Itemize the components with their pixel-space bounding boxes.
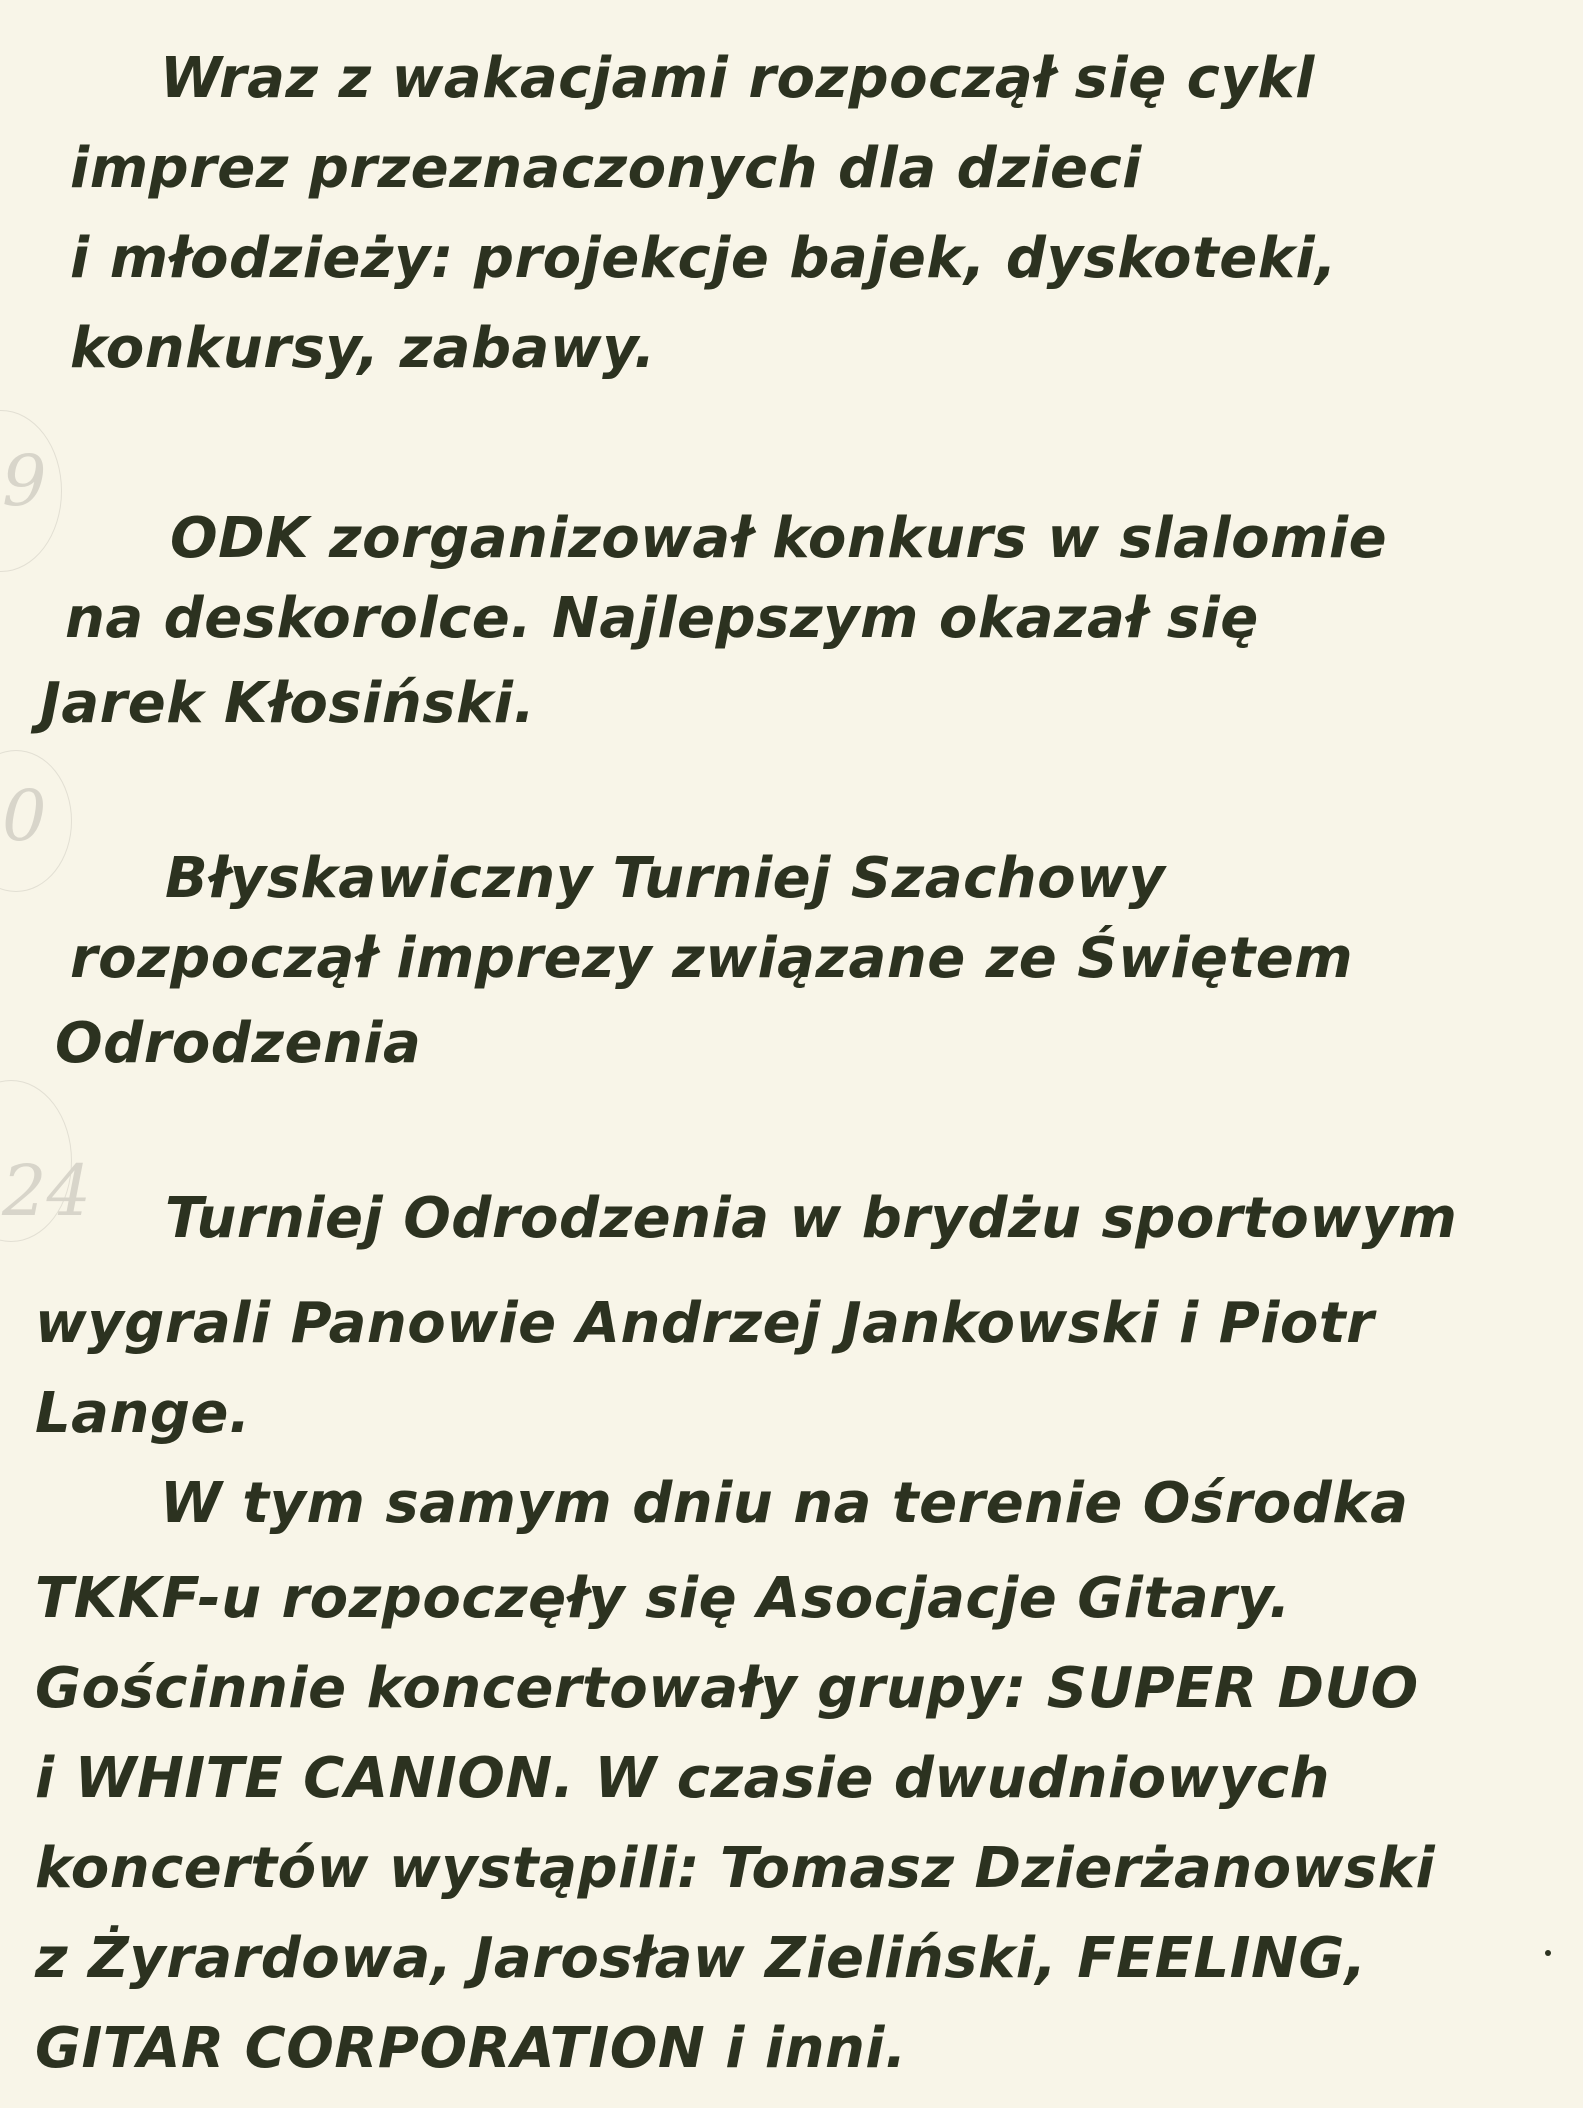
text-line: Odrodzenia [55,1011,422,1076]
text-line: Jarek Kłosiński. [40,671,536,736]
margin-mark: 0 [2,775,47,857]
text-line: TKKF-u rozpoczęły się Asocjacje Gitary. [35,1566,1291,1631]
margin-mark: 9 [2,440,47,522]
text-line: Lange. [35,1381,251,1446]
text-line: Wraz z wakacjami rozpoczął się cykl [160,46,1315,111]
text-line: GITAR CORPORATION i inni. [35,2016,907,2081]
text-line: W tym samym dniu na terenie Ośrodka [160,1471,1409,1536]
margin-mark: 24 [2,1150,92,1232]
text-line: Turniej Odrodzenia w brydżu sportowym [165,1186,1458,1251]
text-line: koncertów wystąpili: Tomasz Dzierżanowski [35,1836,1436,1901]
text-line: Błyskawiczny Turniej Szachowy [165,846,1166,911]
text-line: z Żyrardowa, Jarosław Zieliński, FEELING, [35,1926,1367,1991]
text-line: Gościnnie koncertowały grupy: SUPER DUO [35,1656,1419,1721]
text-line: konkursy, zabawy. [70,316,656,381]
text-line: ODK zorganizował konkurs w slalomie [170,506,1388,571]
text-line: na deskorolce. Najlepszym okazał się [65,586,1259,651]
text-line: wygrali Panowie Andrzej Jankowski i Piotr [35,1291,1375,1356]
text-line: imprez przeznaczonych dla dzieci [70,136,1142,201]
text-line: i WHITE CANION. W czasie dwudniowych [35,1746,1330,1811]
text-line: rozpoczął imprezy związane ze Świętem [70,926,1354,991]
text-line: i młodzieży: projekcje bajek, dyskoteki, [70,226,1337,291]
ink-dot [1545,1950,1551,1956]
